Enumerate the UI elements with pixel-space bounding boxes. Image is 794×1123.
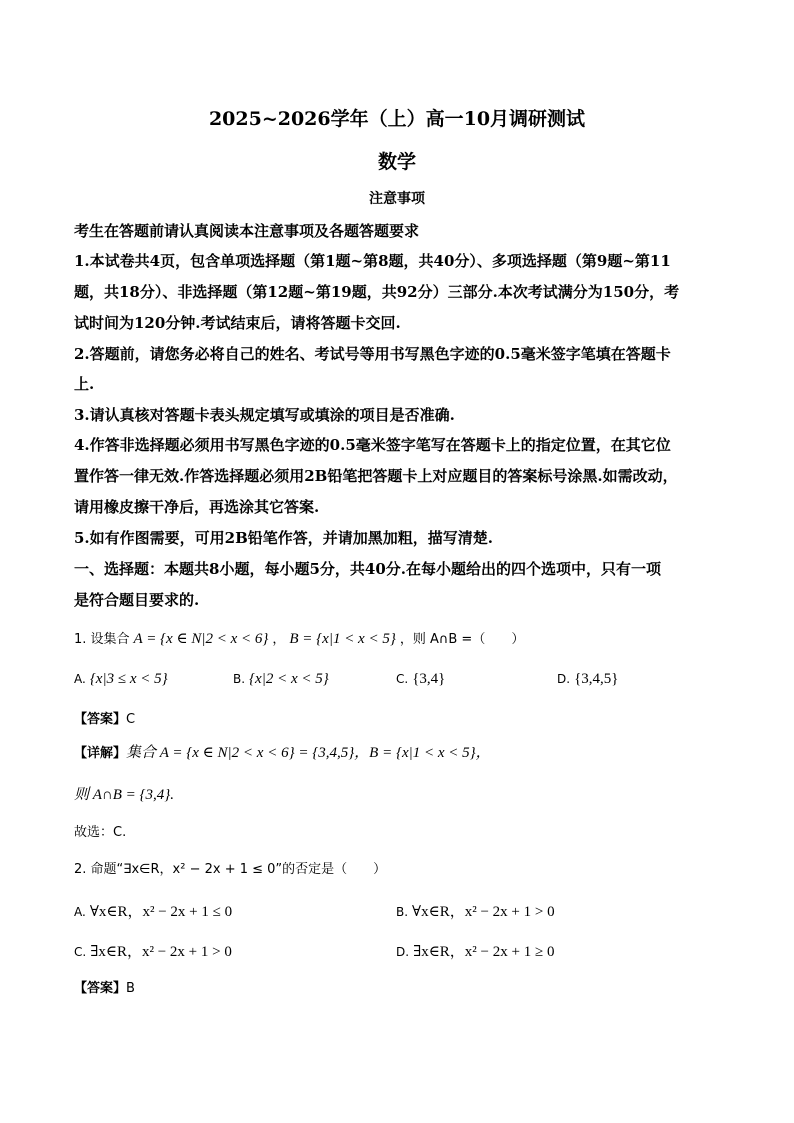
question-2-option-a [74, 900, 232, 921]
answer-value: C [126, 712, 136, 727]
option-text: ∃x∈R，x² − 2x + 1 ≥ 0 [413, 944, 555, 960]
notice-heading: 注意事项 [369, 191, 425, 207]
notice-intro: 考生在答题前请认真阅读本注意事项及各题答题要求 [74, 222, 420, 240]
notice-item-1-line-2: 题，共18分）、非选择题（第12题~第19题，共92分）三部分.本次考试满分为150分，考 [74, 283, 680, 301]
option-letter: A. [74, 672, 86, 686]
section-1-heading-line-1: 一、选择题：本题共8小题，每小题5分，共40分.在每小题给出的四个选项中，只有一项 [74, 560, 661, 578]
question-1-detail-line-1 [74, 741, 491, 762]
notice-item-1-line-3: 试时间为120分钟.考试结束后，请将答题卡交回. [74, 314, 401, 332]
option-text: {x|3 ≤ x < 5} [89, 671, 168, 687]
question-1-option-b [233, 670, 329, 688]
option-letter: B. [396, 905, 409, 919]
subject-title: 数学 [377, 151, 416, 173]
option-text: {3,4} [412, 671, 446, 687]
question-1-conclusion: 故选：C. [74, 825, 127, 840]
question-1-detail-line-2: 则 A∩B = {3,4}. [74, 787, 175, 803]
option-letter: A. [74, 905, 86, 919]
notice-item-2-line-1: 2.答题前，请您务必将自己的姓名、考试号等用书写黑色字迹的0.5毫米签字笔填在答题卡 [74, 345, 671, 363]
question-1-option-a [74, 670, 168, 688]
answer-label: 【答案】 [74, 712, 127, 727]
notice-item-4-line-2: 置作答一律无效.作答选择题必须用2B铅笔把答题卡上对应题目的答案标号涂黑.如需改动， [74, 467, 678, 485]
detail-label: 【详解】 [74, 746, 127, 761]
option-text: ∀x∈R，x² − 2x + 1 > 0 [412, 904, 555, 920]
answer-value: B [126, 981, 135, 996]
notice-item-1-line-1: 1.本试卷共4页，包含单项选择题（第1题~第8题，共40分）、多项选择题（第9题~第11 [74, 252, 671, 270]
notice-item-5: 5.如有作图需要，可用2B铅笔作答，并请加黑加粗，描写清楚. [74, 529, 493, 547]
question-1-answer [74, 708, 135, 728]
option-letter: C. [396, 672, 409, 686]
exam-title: 2025~2026学年（上）高一10月调研测试 [208, 108, 586, 130]
option-letter: D. [396, 945, 410, 959]
answer-label: 【答案】 [74, 981, 127, 996]
question-2-answer [74, 977, 135, 997]
notice-item-2-line-2: 上. [74, 375, 95, 393]
question-1-prefix: 1. 设集合 [74, 632, 130, 647]
option-letter: C. [74, 945, 87, 959]
option-letter: D. [557, 672, 571, 686]
notice-item-4-line-3: 请用橡皮擦干净后，再选涂其它答案. [74, 498, 320, 516]
option-text: ∀x∈R，x² − 2x + 1 ≤ 0 [89, 904, 233, 920]
option-text: {x|2 < x < 5} [249, 671, 329, 687]
question-1-option-c [396, 670, 445, 688]
question-2-option-b [396, 900, 555, 921]
notice-item-3: 3.请认真核对答题卡表头规定填写或填涂的项目是否准确. [74, 406, 455, 424]
question-2-option-d [396, 940, 554, 961]
option-text: {3,4,5} [574, 671, 619, 687]
question-1-option-d [557, 670, 618, 688]
question-2-option-c [74, 940, 232, 961]
notice-item-4-line-1: 4.作答非选择题必须用书写黑色字迹的0.5毫米签字笔写在答题卡上的指定位置，在其它位 [74, 436, 671, 454]
question-2-stem: 2. 命题“∃x∈R，x² − 2x + 1 ≤ 0”的否定是（ ） [74, 862, 387, 877]
detail-text: 集合 A = {x ∈ N|2 < x < 6} = {3,4,5}，B = {x|1 < x < 5}， [126, 745, 491, 761]
option-letter: B. [233, 672, 246, 686]
question-1-stem [74, 628, 524, 648]
question-1-ask: ，则 A∩B =（ ） [399, 632, 525, 647]
question-1-set-b: B = {x|1 < x < 5} [289, 631, 396, 647]
question-1-comma: ， [272, 632, 286, 647]
section-1-heading-line-2: 是符合题目要求的. [74, 591, 200, 609]
question-1-set-a: A = {x ∈ N|2 < x < 6} [133, 631, 269, 647]
option-text: ∃x∈R，x² − 2x + 1 > 0 [90, 944, 232, 960]
